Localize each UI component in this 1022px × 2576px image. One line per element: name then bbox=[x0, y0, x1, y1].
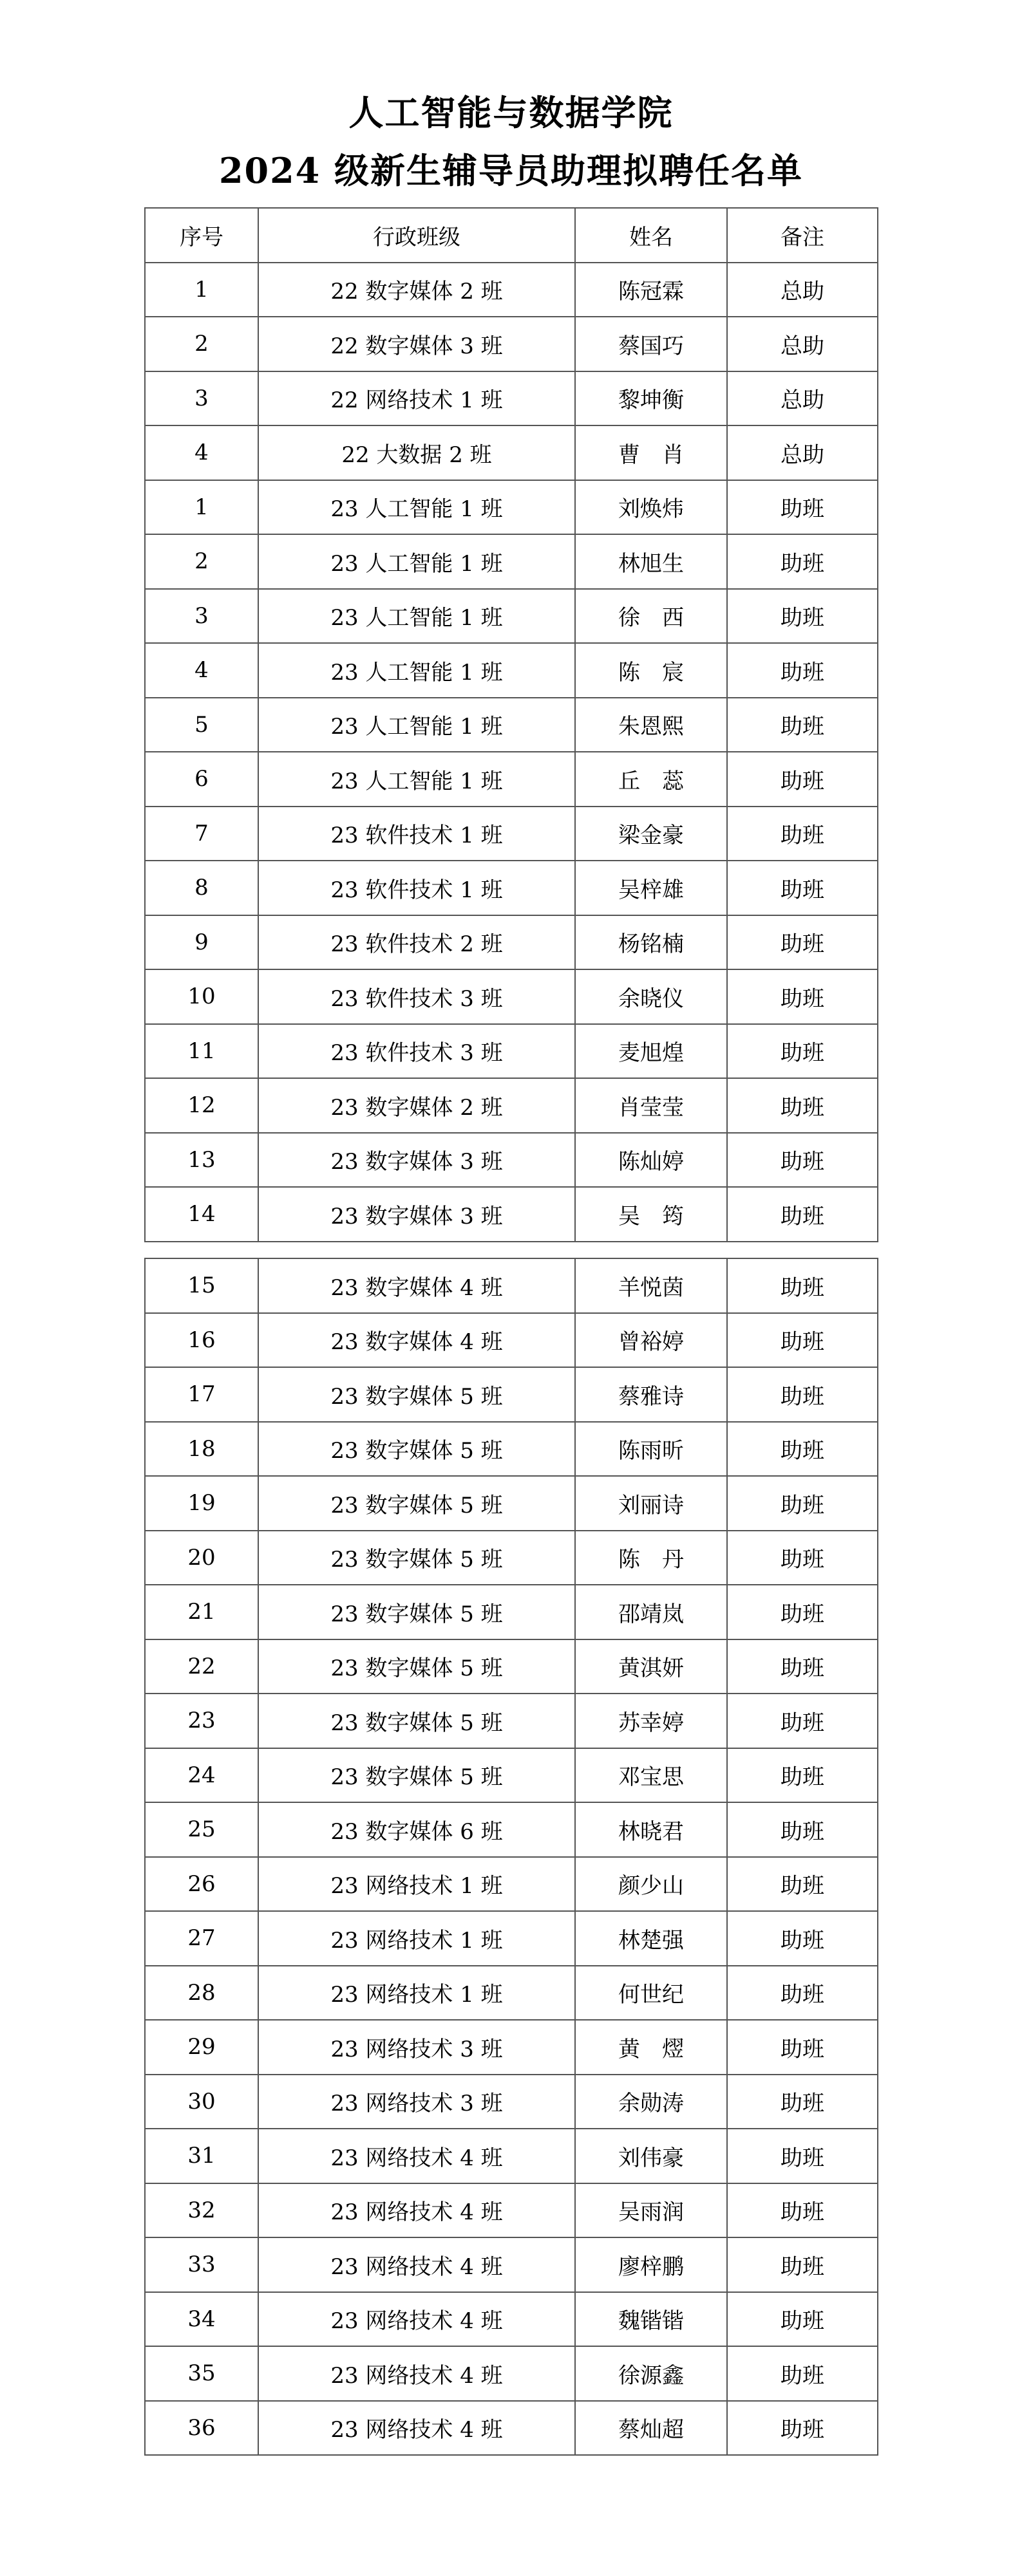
cell-class: 23 网络技术 3 班 bbox=[258, 2075, 575, 2129]
cell-remark: 助班 bbox=[727, 1078, 878, 1133]
cell-index: 25 bbox=[145, 1802, 258, 1857]
table-row bbox=[145, 1585, 878, 1639]
table-row bbox=[145, 752, 878, 807]
table-row bbox=[145, 1187, 878, 1242]
cell-remark: 助班 bbox=[727, 1585, 878, 1639]
cell-index: 7 bbox=[145, 807, 258, 861]
cell-index: 24 bbox=[145, 1748, 258, 1803]
table-header-row bbox=[145, 208, 878, 263]
cell-class: 23 数字媒体 5 班 bbox=[258, 1639, 575, 1694]
cell-remark: 助班 bbox=[727, 2183, 878, 2238]
table-row bbox=[145, 1476, 878, 1531]
cell-name: 黄淇妍 bbox=[575, 1639, 727, 1694]
cell-index: 21 bbox=[145, 1585, 258, 1639]
cell-index: 4 bbox=[145, 425, 258, 480]
cell-index: 1 bbox=[145, 263, 258, 317]
cell-index: 9 bbox=[145, 915, 258, 970]
cell-remark: 助班 bbox=[727, 2292, 878, 2347]
cell-index: 22 bbox=[145, 1639, 258, 1694]
cell-index: 16 bbox=[145, 1313, 258, 1368]
cell-class: 23 网络技术 4 班 bbox=[258, 2401, 575, 2456]
cell-remark: 总助 bbox=[727, 317, 878, 371]
cell-class: 23 数字媒体 4 班 bbox=[258, 1313, 575, 1368]
cell-remark: 助班 bbox=[727, 2129, 878, 2183]
cell-name: 廖梓鹏 bbox=[575, 2237, 727, 2292]
cell-class: 23 数字媒体 5 班 bbox=[258, 1748, 575, 1803]
cell-remark: 助班 bbox=[727, 589, 878, 644]
header-index: 序号 bbox=[145, 208, 258, 263]
cell-name: 邓宝思 bbox=[575, 1748, 727, 1803]
cell-name: 黎坤衡 bbox=[575, 371, 727, 426]
cell-class: 23 网络技术 1 班 bbox=[258, 1966, 575, 2021]
table-row bbox=[145, 1258, 878, 1313]
cell-remark: 助班 bbox=[727, 1531, 878, 1585]
cell-remark: 助班 bbox=[727, 1187, 878, 1242]
cell-index: 29 bbox=[145, 2020, 258, 2075]
cell-class: 22 网络技术 1 班 bbox=[258, 371, 575, 426]
table-row bbox=[145, 807, 878, 861]
cell-remark: 助班 bbox=[727, 1966, 878, 2021]
cell-index: 10 bbox=[145, 969, 258, 1024]
table-row bbox=[145, 2237, 878, 2292]
table-row bbox=[145, 2075, 878, 2129]
cell-class: 22 数字媒体 3 班 bbox=[258, 317, 575, 371]
cell-name: 苏幸婷 bbox=[575, 1694, 727, 1748]
cell-name: 刘丽诗 bbox=[575, 1476, 727, 1531]
table-row bbox=[145, 2183, 878, 2238]
cell-class: 23 数字媒体 5 班 bbox=[258, 1694, 575, 1748]
cell-class: 23 软件技术 3 班 bbox=[258, 1024, 575, 1079]
cell-name: 吴雨润 bbox=[575, 2183, 727, 2238]
cell-index: 8 bbox=[145, 861, 258, 915]
document-title: 人工智能与数据学院 bbox=[348, 92, 674, 133]
table-row bbox=[145, 534, 878, 589]
cell-remark: 助班 bbox=[727, 1748, 878, 1803]
cell-class: 23 数字媒体 5 班 bbox=[258, 1422, 575, 1477]
cell-remark: 助班 bbox=[727, 2346, 878, 2401]
table-row bbox=[145, 2346, 878, 2401]
cell-name: 何世纪 bbox=[575, 1966, 727, 2021]
cell-name: 颜少山 bbox=[575, 1857, 727, 1912]
table-row bbox=[145, 698, 878, 752]
table-row bbox=[145, 1133, 878, 1188]
cell-name: 蔡国巧 bbox=[575, 317, 727, 371]
cell-name: 吴梓雄 bbox=[575, 861, 727, 915]
cell-remark: 总助 bbox=[727, 263, 878, 317]
table-row bbox=[145, 1857, 878, 1912]
cell-class: 23 数字媒体 4 班 bbox=[258, 1258, 575, 1313]
cell-class: 23 网络技术 4 班 bbox=[258, 2292, 575, 2347]
document-subtitle: 2024 级新生辅导员助理拟聘任名单 bbox=[218, 150, 804, 191]
cell-class: 23 软件技术 3 班 bbox=[258, 969, 575, 1024]
cell-name: 曹 肖 bbox=[575, 425, 727, 480]
table-row bbox=[145, 1694, 878, 1748]
cell-index: 2 bbox=[145, 534, 258, 589]
cell-remark: 助班 bbox=[727, 1133, 878, 1188]
cell-name: 邵靖岚 bbox=[575, 1585, 727, 1639]
table-row bbox=[145, 1024, 878, 1079]
cell-name: 肖莹莹 bbox=[575, 1078, 727, 1133]
cell-name: 羊悦茵 bbox=[575, 1258, 727, 1313]
cell-remark: 助班 bbox=[727, 1476, 878, 1531]
table-row bbox=[145, 371, 878, 426]
cell-name: 徐源鑫 bbox=[575, 2346, 727, 2401]
cell-class: 23 人工智能 1 班 bbox=[258, 643, 575, 698]
cell-remark: 助班 bbox=[727, 1911, 878, 1966]
cell-class: 23 数字媒体 3 班 bbox=[258, 1187, 575, 1242]
cell-remark: 助班 bbox=[727, 1258, 878, 1313]
cell-name: 林晓君 bbox=[575, 1802, 727, 1857]
table-row bbox=[145, 1078, 878, 1133]
table-row bbox=[145, 263, 878, 317]
cell-name: 林楚强 bbox=[575, 1911, 727, 1966]
cell-index: 12 bbox=[145, 1078, 258, 1133]
table-row bbox=[145, 1911, 878, 1966]
table-row bbox=[145, 2401, 878, 2456]
cell-name: 曾裕婷 bbox=[575, 1313, 727, 1368]
table-row bbox=[145, 1748, 878, 1803]
cell-remark: 助班 bbox=[727, 969, 878, 1024]
table-row bbox=[145, 2129, 878, 2183]
appointment-table-part-2 bbox=[144, 1258, 878, 2456]
cell-remark: 助班 bbox=[727, 1313, 878, 1368]
cell-index: 28 bbox=[145, 1966, 258, 2021]
cell-index: 30 bbox=[145, 2075, 258, 2129]
cell-index: 1 bbox=[145, 480, 258, 535]
cell-name: 麦旭煌 bbox=[575, 1024, 727, 1079]
cell-index: 15 bbox=[145, 1258, 258, 1313]
cell-index: 13 bbox=[145, 1133, 258, 1188]
cell-index: 6 bbox=[145, 752, 258, 807]
cell-remark: 助班 bbox=[727, 2401, 878, 2456]
cell-remark: 助班 bbox=[727, 480, 878, 535]
cell-remark: 助班 bbox=[727, 915, 878, 970]
cell-class: 23 网络技术 4 班 bbox=[258, 2129, 575, 2183]
cell-class: 23 人工智能 1 班 bbox=[258, 589, 575, 644]
cell-name: 梁金豪 bbox=[575, 807, 727, 861]
cell-index: 4 bbox=[145, 643, 258, 698]
table-row bbox=[145, 861, 878, 915]
cell-class: 23 软件技术 1 班 bbox=[258, 861, 575, 915]
cell-class: 22 数字媒体 2 班 bbox=[258, 263, 575, 317]
cell-class: 23 软件技术 2 班 bbox=[258, 915, 575, 970]
cell-name: 刘伟豪 bbox=[575, 2129, 727, 2183]
table-row bbox=[145, 480, 878, 535]
cell-class: 23 数字媒体 2 班 bbox=[258, 1078, 575, 1133]
cell-remark: 总助 bbox=[727, 425, 878, 480]
cell-class: 23 网络技术 4 班 bbox=[258, 2237, 575, 2292]
table-row bbox=[145, 969, 878, 1024]
cell-remark: 助班 bbox=[727, 1802, 878, 1857]
cell-name: 林旭生 bbox=[575, 534, 727, 589]
cell-class: 23 数字媒体 5 班 bbox=[258, 1531, 575, 1585]
cell-index: 35 bbox=[145, 2346, 258, 2401]
cell-index: 5 bbox=[145, 698, 258, 752]
cell-index: 18 bbox=[145, 1422, 258, 1477]
cell-remark: 助班 bbox=[727, 2237, 878, 2292]
cell-index: 32 bbox=[145, 2183, 258, 2238]
cell-name: 陈雨昕 bbox=[575, 1422, 727, 1477]
cell-index: 19 bbox=[145, 1476, 258, 1531]
cell-name: 蔡灿超 bbox=[575, 2401, 727, 2456]
cell-name: 徐 西 bbox=[575, 589, 727, 644]
cell-index: 14 bbox=[145, 1187, 258, 1242]
cell-remark: 助班 bbox=[727, 2075, 878, 2129]
cell-index: 26 bbox=[145, 1857, 258, 1912]
cell-index: 2 bbox=[145, 317, 258, 371]
cell-remark: 助班 bbox=[727, 1367, 878, 1422]
cell-remark: 助班 bbox=[727, 1694, 878, 1748]
cell-name: 刘焕炜 bbox=[575, 480, 727, 535]
cell-name: 余勋涛 bbox=[575, 2075, 727, 2129]
table-row bbox=[145, 1367, 878, 1422]
cell-name: 陈冠霖 bbox=[575, 263, 727, 317]
cell-index: 27 bbox=[145, 1911, 258, 1966]
cell-index: 31 bbox=[145, 2129, 258, 2183]
table-body-part-2 bbox=[145, 1258, 878, 2455]
cell-class: 23 网络技术 3 班 bbox=[258, 2020, 575, 2075]
cell-remark: 助班 bbox=[727, 1857, 878, 1912]
cell-name: 蔡雅诗 bbox=[575, 1367, 727, 1422]
cell-class: 23 数字媒体 3 班 bbox=[258, 1133, 575, 1188]
table-row bbox=[145, 1313, 878, 1368]
cell-class: 23 软件技术 1 班 bbox=[258, 807, 575, 861]
cell-remark: 助班 bbox=[727, 861, 878, 915]
cell-class: 23 网络技术 1 班 bbox=[258, 1857, 575, 1912]
cell-remark: 助班 bbox=[727, 643, 878, 698]
cell-class: 23 网络技术 1 班 bbox=[258, 1911, 575, 1966]
header-name: 姓名 bbox=[575, 208, 727, 263]
table-row bbox=[145, 1531, 878, 1585]
cell-name: 黄 熤 bbox=[575, 2020, 727, 2075]
cell-remark: 助班 bbox=[727, 752, 878, 807]
cell-class: 23 人工智能 1 班 bbox=[258, 752, 575, 807]
cell-name: 丘 蕊 bbox=[575, 752, 727, 807]
table-row bbox=[145, 915, 878, 970]
cell-class: 23 数字媒体 5 班 bbox=[258, 1476, 575, 1531]
cell-class: 23 网络技术 4 班 bbox=[258, 2346, 575, 2401]
cell-remark: 助班 bbox=[727, 807, 878, 861]
table-row bbox=[145, 1966, 878, 2021]
cell-index: 20 bbox=[145, 1531, 258, 1585]
cell-index: 34 bbox=[145, 2292, 258, 2347]
cell-class: 23 数字媒体 6 班 bbox=[258, 1802, 575, 1857]
cell-remark: 助班 bbox=[727, 1422, 878, 1477]
table-row bbox=[145, 2020, 878, 2075]
cell-index: 17 bbox=[145, 1367, 258, 1422]
cell-remark: 总助 bbox=[727, 371, 878, 426]
cell-class: 23 网络技术 4 班 bbox=[258, 2183, 575, 2238]
cell-name: 余晓仪 bbox=[575, 969, 727, 1024]
header-remark: 备注 bbox=[727, 208, 878, 263]
cell-remark: 助班 bbox=[727, 1024, 878, 1079]
header-class: 行政班级 bbox=[258, 208, 575, 263]
cell-index: 36 bbox=[145, 2401, 258, 2456]
table-row bbox=[145, 2292, 878, 2347]
cell-remark: 助班 bbox=[727, 534, 878, 589]
cell-index: 3 bbox=[145, 371, 258, 426]
cell-index: 3 bbox=[145, 589, 258, 644]
table-row bbox=[145, 1639, 878, 1694]
cell-class: 23 人工智能 1 班 bbox=[258, 698, 575, 752]
cell-name: 陈 宸 bbox=[575, 643, 727, 698]
cell-name: 陈 丹 bbox=[575, 1531, 727, 1585]
cell-class: 22 大数据 2 班 bbox=[258, 425, 575, 480]
table-row bbox=[145, 643, 878, 698]
cell-name: 杨铭楠 bbox=[575, 915, 727, 970]
table-row bbox=[145, 425, 878, 480]
cell-name: 吴 筠 bbox=[575, 1187, 727, 1242]
cell-index: 11 bbox=[145, 1024, 258, 1079]
cell-class: 23 人工智能 1 班 bbox=[258, 534, 575, 589]
cell-name: 朱恩熙 bbox=[575, 698, 727, 752]
cell-index: 33 bbox=[145, 2237, 258, 2292]
table-row bbox=[145, 1422, 878, 1477]
appointment-table-part-1 bbox=[144, 207, 878, 1242]
table-body-part-1 bbox=[145, 263, 878, 1242]
cell-class: 23 数字媒体 5 班 bbox=[258, 1585, 575, 1639]
cell-class: 23 数字媒体 5 班 bbox=[258, 1367, 575, 1422]
table-row bbox=[145, 1802, 878, 1857]
cell-remark: 助班 bbox=[727, 698, 878, 752]
cell-class: 23 人工智能 1 班 bbox=[258, 480, 575, 535]
cell-name: 魏锴锴 bbox=[575, 2292, 727, 2347]
cell-name: 陈灿婷 bbox=[575, 1133, 727, 1188]
cell-remark: 助班 bbox=[727, 1639, 878, 1694]
table-row bbox=[145, 317, 878, 371]
cell-index: 23 bbox=[145, 1694, 258, 1748]
table-row bbox=[145, 589, 878, 644]
cell-remark: 助班 bbox=[727, 2020, 878, 2075]
